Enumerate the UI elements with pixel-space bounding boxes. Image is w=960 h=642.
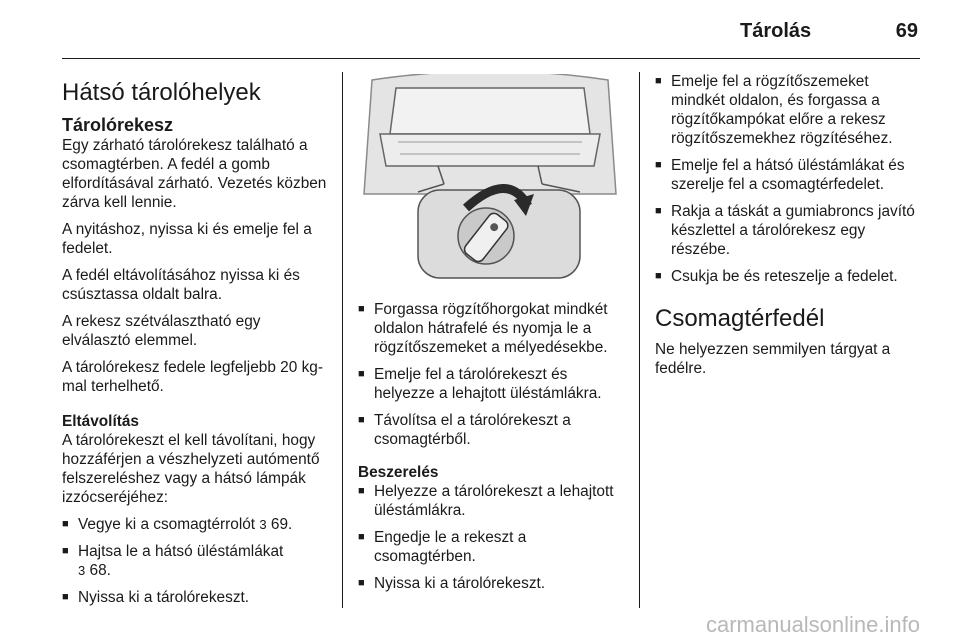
arrow-ref-icon: 3 — [259, 517, 267, 532]
steps-list — [358, 300, 624, 449]
cargo-compartment-hook-rotate-illustration — [358, 74, 622, 286]
list-item: ■ Rakja a táskát a gumiabroncs javító készlettel a tárolórekesz egy részébe. — [655, 202, 921, 259]
page-ref-link[interactable]: 68. — [89, 562, 111, 579]
removal-list — [62, 515, 330, 607]
list-item: ■ Csukja be és reteszelje a fedelet. — [655, 267, 921, 286]
list-item: ■ Emelje fel a tárolórekeszt és helyezze a lehajtott üléstámlákra. — [358, 365, 624, 403]
subheading: Tárolórekesz — [62, 115, 174, 135]
middle-column — [358, 72, 624, 601]
install-list — [358, 482, 624, 593]
removal-heading: Eltávolítás — [62, 413, 139, 430]
list-item: ■ Helyezze a tárolórekeszt a lehajtott üléstámlákra. — [358, 482, 624, 520]
list-item: ■ Nyissa ki a tárolórekeszt. — [358, 574, 624, 593]
paragraph: A nyitáshoz, nyissa ki és emelje fel a fedelet. — [62, 221, 312, 257]
list-item: ■ Emelje fel a hátsó üléstámlákat és szerelje fel a csomagtérfedelet. — [655, 156, 921, 194]
arrow-ref-icon: 3 — [78, 563, 86, 578]
right-column — [655, 72, 921, 386]
paragraph: A tárolórekesz fedele legfeljebb 20 kg-mal terhelhető. — [62, 359, 323, 395]
removal-intro: A tárolórekeszt el kell távolítani, hogy hozzáférjen a vészhelyzeti autómentő felszereléshez vagy a hátsó lámpák izzócseréjéhez: — [62, 432, 320, 506]
section-heading: Hátsó tárolóhelyek — [62, 79, 261, 106]
list-item: ■ Forgassa rögzítőhorgokat mindkét oldalon hátrafelé és nyomja le a rögzítőszemeket a mélyedésekbe. — [358, 300, 624, 357]
steps-list-continued — [655, 72, 921, 286]
page-number: 69 — [895, 20, 918, 42]
left-column — [62, 72, 330, 615]
paragraph: Egy zárható tárolórekesz található a csomagtérben. A fedél a gomb elfordításával zárható. Vezetés közben zárva kell lennie. — [62, 137, 327, 211]
paragraph: A rekesz szétválasztható egy elválasztó elemmel. — [62, 313, 261, 349]
list-item: ■ Távolítsa el a tárolórekeszt a csomagtérből. — [358, 411, 624, 449]
column-divider-2 — [639, 72, 640, 608]
paragraph: A fedél eltávolításához nyissa ki és csúsztassa oldalt balra. — [62, 267, 300, 303]
running-header-title: Tárolás — [740, 20, 812, 42]
header-rule — [62, 58, 920, 59]
install-heading: Beszerelés — [358, 464, 439, 481]
paragraph: Ne helyezzen semmilyen tárgyat a fedélre. — [655, 341, 891, 377]
list-item: ■ Vegye ki a csomagtérrolót 3 69. — [62, 515, 330, 534]
list-item: ■ Hajtsa le a hátsó üléstámlákat 3 68. — [62, 542, 330, 580]
section-heading: Csomagtérfedél — [655, 305, 825, 332]
list-item: ■ Nyissa ki a tárolórekeszt. — [62, 588, 330, 607]
column-divider-1 — [342, 72, 343, 608]
list-item: ■ Engedje le a rekeszt a csomagtérben. — [358, 528, 624, 566]
list-item: ■ Emelje fel a rögzítőszemeket mindkét oldalon, és forgassa a rögzítőkampókat előre a rekesz rögzítőszemekhez rögzítéséhez. — [655, 72, 921, 148]
watermark: carmanualsonline.info — [705, 612, 920, 637]
page-ref-link[interactable]: 69. — [270, 516, 293, 533]
